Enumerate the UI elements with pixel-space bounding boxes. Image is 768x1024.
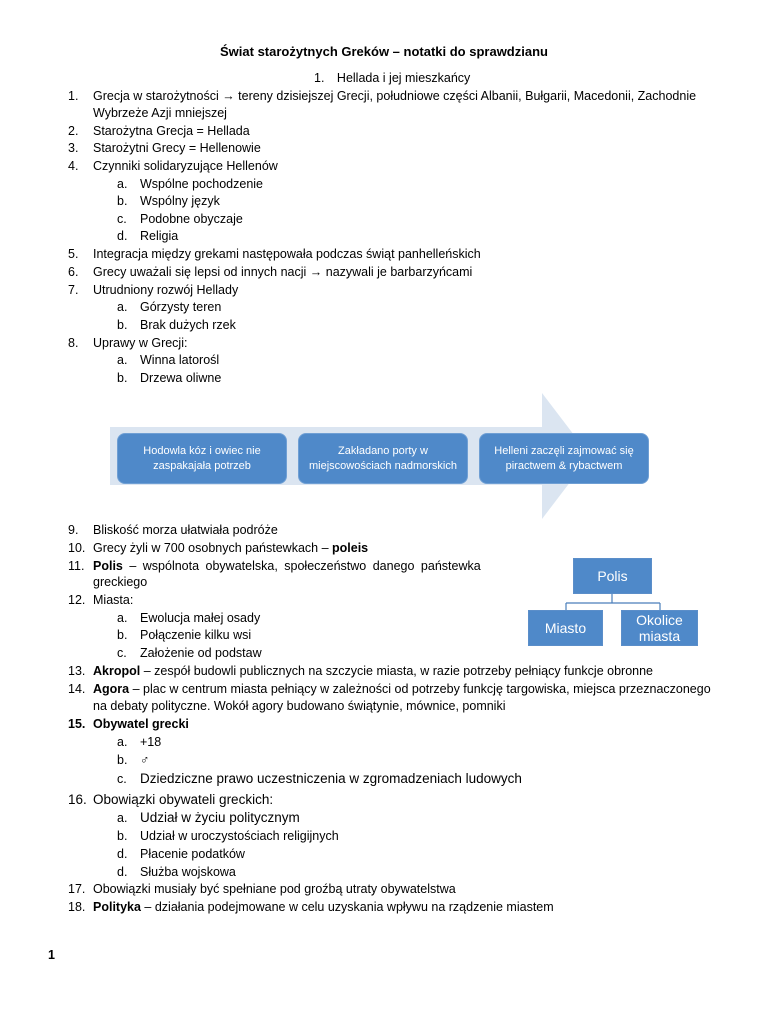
document-title: Świat starożytnych Greków – notatki do sprawdzianu xyxy=(220,44,548,59)
org-node-okolice-miasta: Okolice miasta xyxy=(621,610,698,646)
process-step-3: Helleni zaczęli zajmować się piractwem & rybactwem xyxy=(479,433,649,484)
process-step-1: Hodowla kóz i owiec nie zaspakajała potrzeb xyxy=(117,433,287,484)
org-node-polis: Polis xyxy=(573,558,652,594)
org-node-miasto: Miasto xyxy=(528,610,603,646)
process-step-2: Zakładano porty w miejscowościach nadmorskich xyxy=(298,433,468,484)
page-number: 1 xyxy=(48,948,55,962)
section-heading: 1. Hellada i jej mieszkańcy xyxy=(314,71,471,85)
